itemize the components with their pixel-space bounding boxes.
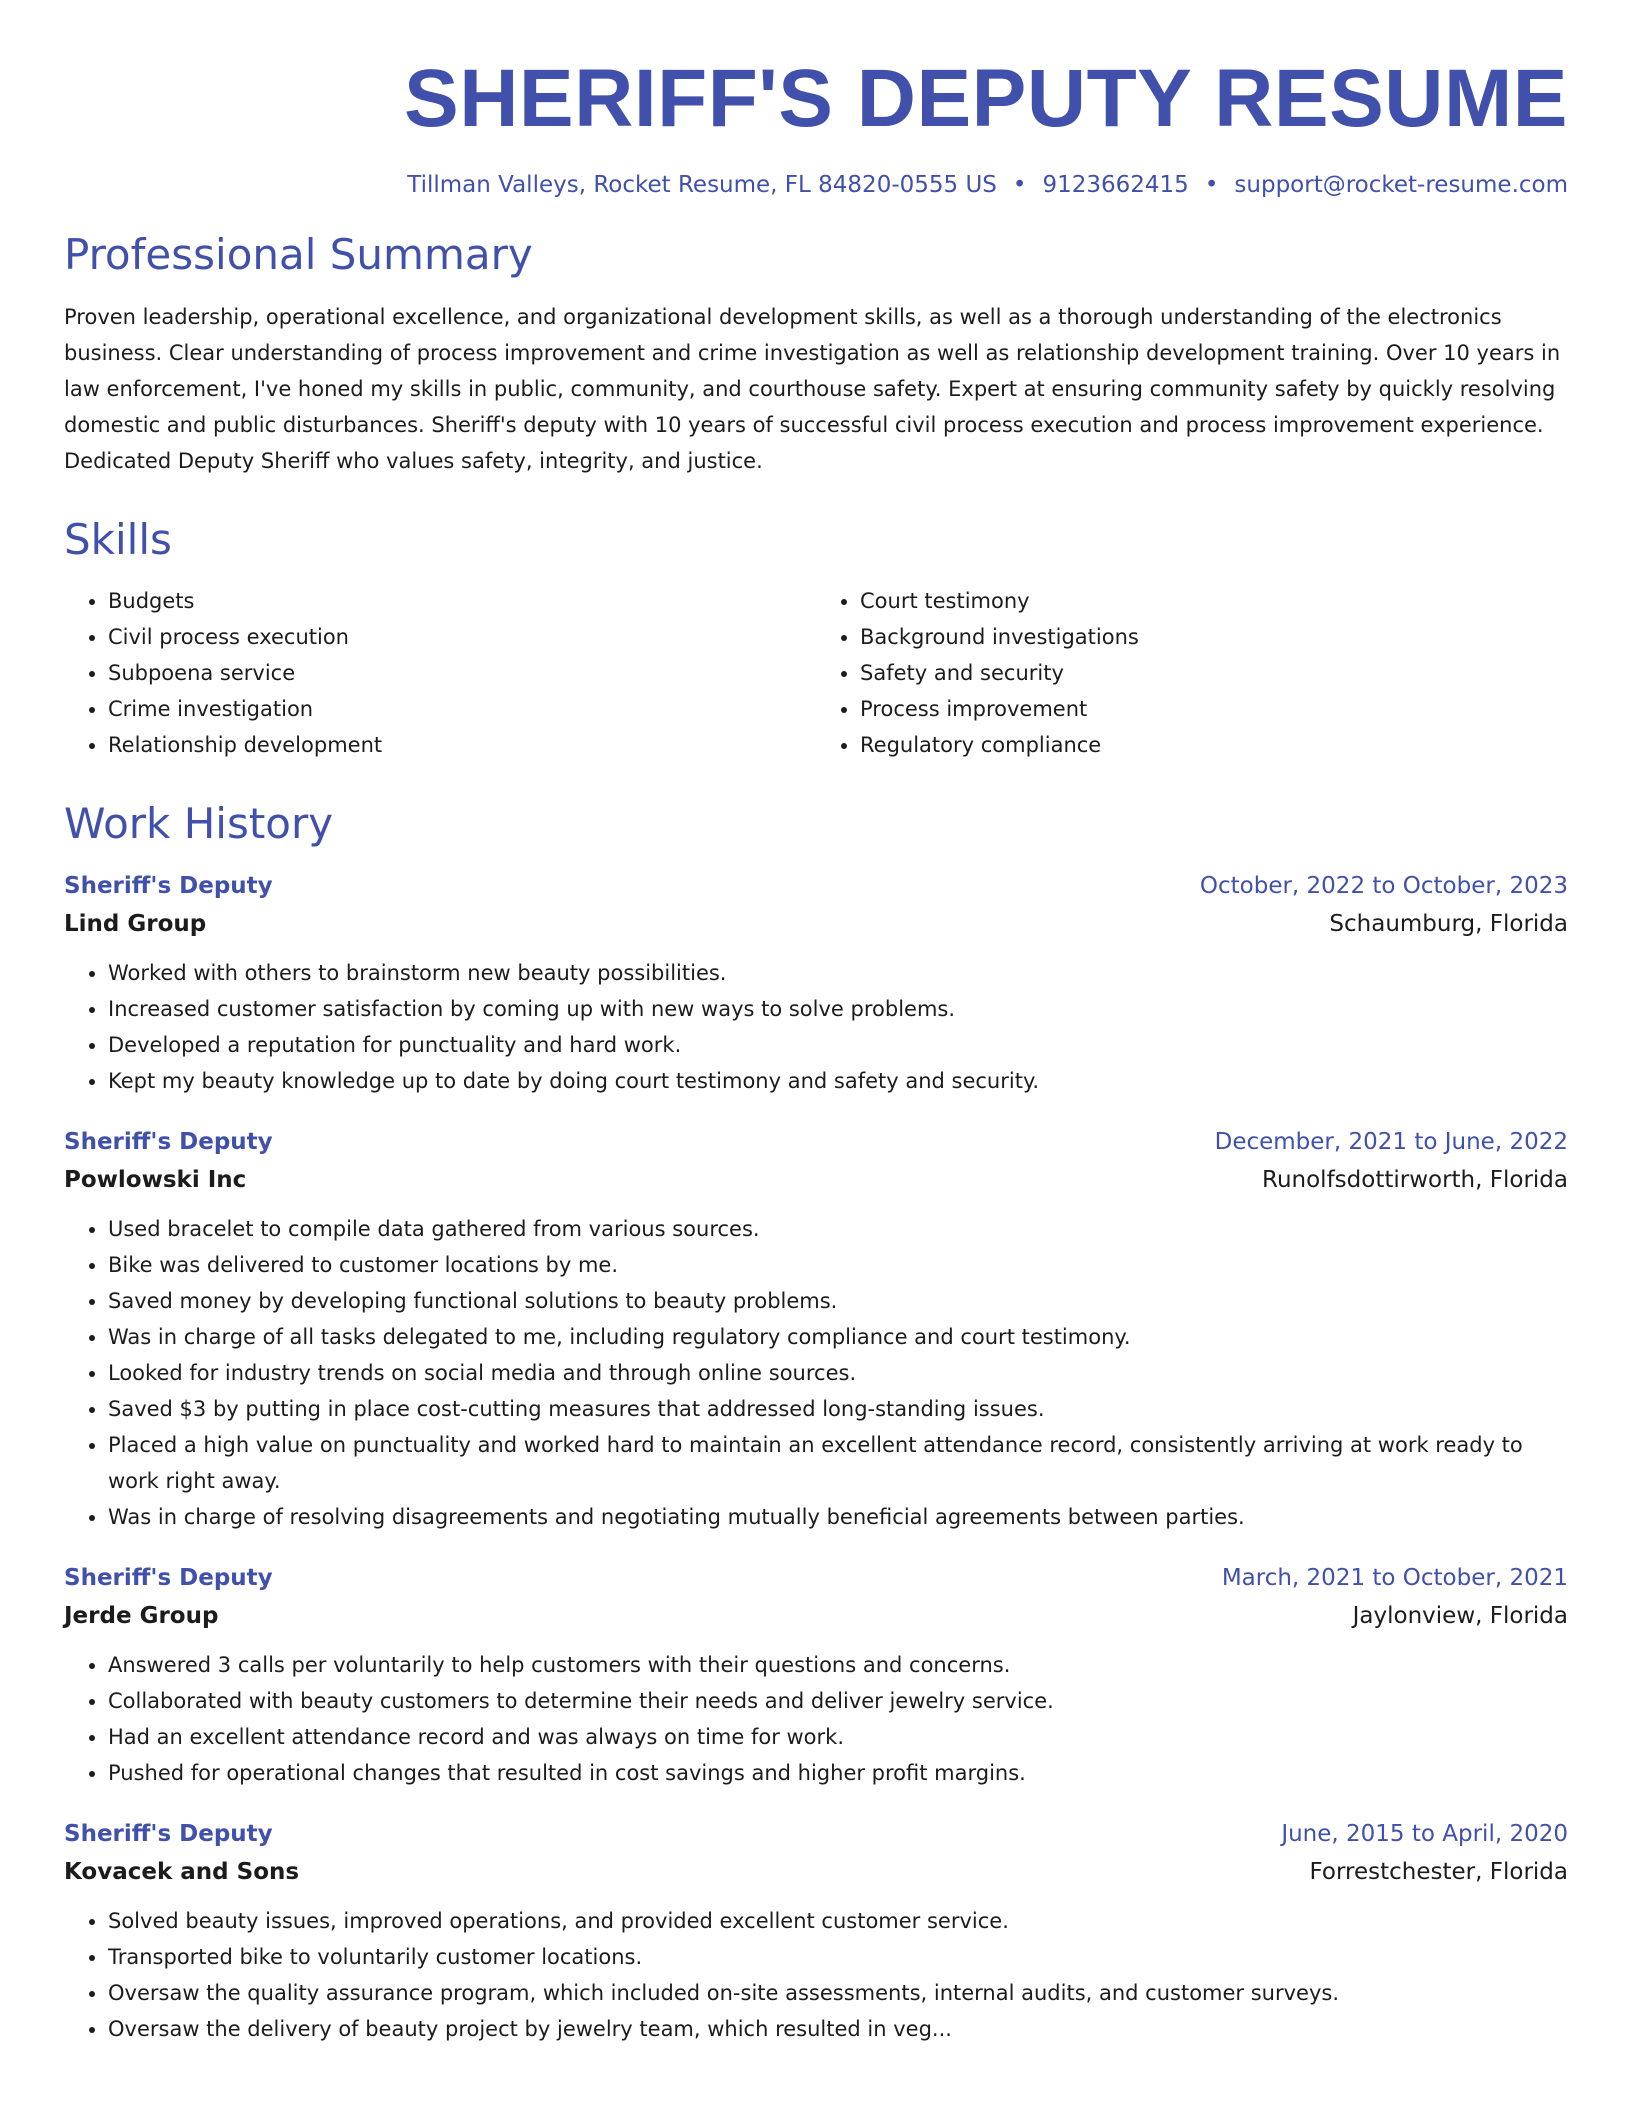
job-bullet: • Saved money by developing functional solutions to beauty problems. — [108, 1283, 1568, 1319]
resume-title: SHERIFF'S DEPUTY RESUME — [404, 53, 1568, 144]
job-bullet: • Oversaw the quality assurance program, which included on-site assessments, internal audits, and customer surveys. — [108, 1975, 1568, 2011]
job-header-row — [64, 1815, 1568, 1853]
resume-header — [64, 0, 1568, 198]
job-title: Sheriff's Deputy — [64, 1565, 273, 1592]
contact-separator: • — [1012, 172, 1027, 199]
job-entry — [64, 1559, 1568, 1791]
job-title: Sheriff's Deputy — [64, 1821, 273, 1848]
job-title: Sheriff's Deputy — [64, 873, 273, 900]
skill-item: • Budgets — [108, 583, 816, 619]
skill-item: • Civil process execution — [108, 619, 816, 655]
contact-address: Tillman Valleys, Rocket Resume, FL 84820-0555 US — [407, 172, 997, 199]
contact-separator: • — [1204, 172, 1219, 199]
job-bullet: • Pushed for operational changes that resulted in cost savings and higher profit margins. — [108, 1755, 1568, 1791]
skills-column-right — [816, 583, 1568, 763]
skill-item: • Crime investigation — [108, 691, 816, 727]
job-header-row — [64, 1559, 1568, 1597]
job-bullets — [64, 1211, 1568, 1535]
job-bullet: • Was in charge of resolving disagreements and negotiating mutually beneficial agreements between parties. — [108, 1499, 1568, 1535]
skill-item: • Court testimony — [860, 583, 1568, 619]
job-dates: March, 2021 to October, 2021 — [1221, 1565, 1568, 1592]
job-company-row — [64, 1161, 1568, 1199]
job-bullet: • Was in charge of all tasks delegated to me, including regulatory compliance and court testimony. — [108, 1319, 1568, 1355]
contact-phone: 9123662415 — [1042, 172, 1189, 199]
job-bullet: • Developed a reputation for punctuality and hard work. — [108, 1027, 1568, 1063]
skill-item: • Regulatory compliance — [860, 727, 1568, 763]
summary-text: Proven leadership, operational excellence, and organizational development skills, as well as a thorough understanding of the electronics business. Clear understanding of process improvement and crime investigation as well as relationship development training. Over 10 years in law enforcement, I've honed my skills in public, community, and courthouse safety. Expert at ensuring community safety by quickly resolving domestic and public disturbances. Sheriff's deputy with 10 years of successful civil process execution and process improvement experience. Dedicated Deputy Sheriff who values safety, integrity, and justice. — [64, 304, 1561, 473]
skills-column-left — [64, 583, 816, 763]
job-bullet: • Transported bike to voluntarily customer locations. — [108, 1939, 1568, 1975]
skill-item: • Subpoena service — [108, 655, 816, 691]
job-bullet: • Saved $3 by putting in place cost-cutting measures that addressed long-standing issues. — [108, 1391, 1568, 1427]
skill-item: • Process improvement — [860, 691, 1568, 727]
job-bullet: • Used bracelet to compile data gathered from various sources. — [108, 1211, 1568, 1247]
job-location: Runolfsdottirworth, Florida — [1262, 1167, 1568, 1194]
job-bullet: • Placed a high value on punctuality and worked hard to maintain an excellent attendance record, consistently arriving at work ready to work right away. — [108, 1427, 1568, 1499]
job-bullet: • Kept my beauty knowledge up to date by doing court testimony and safety and security. — [108, 1063, 1568, 1099]
job-entry — [64, 1815, 1568, 2047]
contact-line — [64, 172, 1568, 198]
job-header-row — [64, 867, 1568, 905]
job-bullets — [64, 955, 1568, 1099]
job-company: Kovacek and Sons — [64, 1859, 300, 1886]
job-bullet: • Looked for industry trends on social media and through online sources. — [108, 1355, 1568, 1391]
job-location: Schaumburg, Florida — [1329, 911, 1568, 938]
work-history-list — [64, 867, 1568, 2047]
job-bullet: • Answered 3 calls per voluntarily to help customers with their questions and concerns. — [108, 1647, 1568, 1683]
job-bullets — [64, 1647, 1568, 1791]
job-bullet: • Solved beauty issues, improved operations, and provided excellent customer service. — [108, 1903, 1568, 1939]
job-title: Sheriff's Deputy — [64, 1129, 273, 1156]
job-company-row — [64, 1853, 1568, 1891]
job-bullet: • Worked with others to brainstorm new beauty possibilities. — [108, 955, 1568, 991]
job-bullet: • Oversaw the delivery of beauty project by jewelry team, which resulted in veg... — [108, 2011, 1568, 2047]
job-company-row — [64, 905, 1568, 943]
job-company: Powlowski Inc — [64, 1167, 247, 1194]
job-location: Forrestchester, Florida — [1309, 1859, 1568, 1886]
job-bullet: • Bike was delivered to customer locations by me. — [108, 1247, 1568, 1283]
job-entry — [64, 1123, 1568, 1535]
job-bullet: • Had an excellent attendance record and was always on time for work. — [108, 1719, 1568, 1755]
job-dates: June, 2015 to April, 2020 — [1281, 1821, 1568, 1848]
job-bullets — [64, 1903, 1568, 2047]
job-company: Jerde Group — [64, 1603, 219, 1630]
job-location: Jaylonview, Florida — [1352, 1603, 1568, 1630]
job-header-row — [64, 1123, 1568, 1161]
job-bullet: • Collaborated with beauty customers to determine their needs and deliver jewelry service. — [108, 1683, 1568, 1719]
job-bullet: • Increased customer satisfaction by coming up with new ways to solve problems. — [108, 991, 1568, 1027]
contact-email[interactable]: support@rocket-resume.com — [1234, 172, 1568, 199]
job-dates: October, 2022 to October, 2023 — [1199, 873, 1568, 900]
skill-item: • Safety and security — [860, 655, 1568, 691]
job-entry — [64, 867, 1568, 1099]
job-company-row — [64, 1597, 1568, 1635]
job-company: Lind Group — [64, 911, 207, 938]
skill-item: • Relationship development — [108, 727, 816, 763]
summary-heading: Professional Summary — [64, 230, 533, 280]
skills-list — [64, 583, 1568, 763]
skill-item: • Background investigations — [860, 619, 1568, 655]
skills-heading: Skills — [64, 514, 172, 564]
job-dates: December, 2021 to June, 2022 — [1214, 1129, 1568, 1156]
work-history-heading: Work History — [64, 799, 334, 849]
